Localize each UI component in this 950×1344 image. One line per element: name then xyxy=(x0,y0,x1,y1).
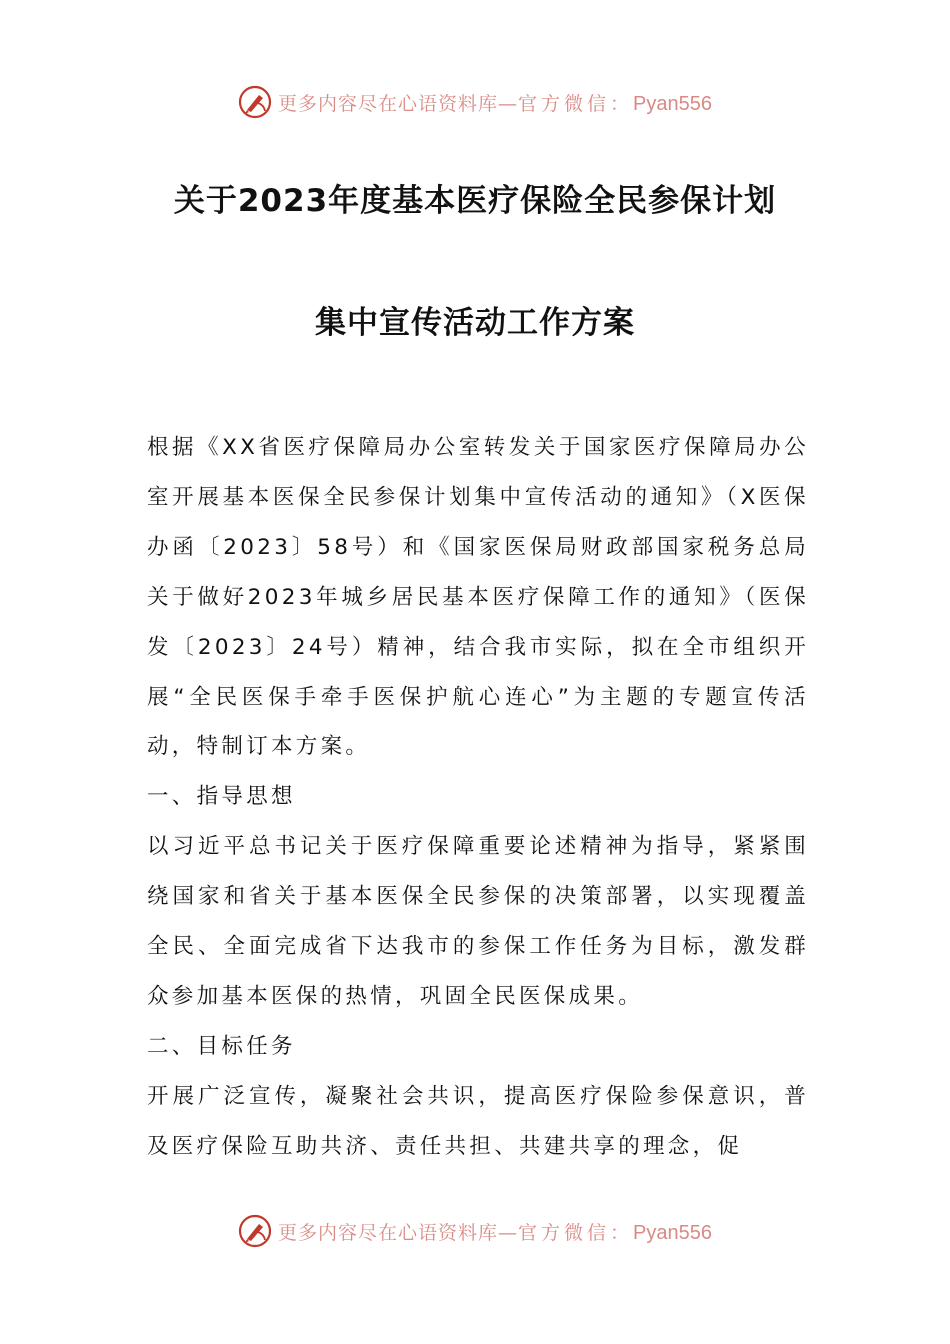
watermark-brand: 更多内容尽在心语资料库 xyxy=(278,92,499,115)
watermark-brand: 更多内容尽在心语资料库 xyxy=(278,1221,499,1244)
watermark-official-label: 官方微信： xyxy=(518,92,634,115)
document-title-line-2: 集中宣传活动工作方案 xyxy=(315,305,635,341)
intro-paragraph: 根据《XX省医疗保障局办公室转发关于国家医疗保障局办公室开展基本医保全民参保计划集中宣传活动的通知》（X医保办函〔2023〕58号）和《国家医保局财政部国家税务总局关于做好2023年城乡居民基本医疗保障工作的通知》（医保发〔2023〕24号）精神，结合我市实际，拟在全市组织开展“全民医保手牵手医保护航心连心”为主题的专题宣传活动，特制订本方案。 xyxy=(147,435,809,760)
watermark-separator: — xyxy=(498,92,519,115)
document-title-line-1: 关于2023年度基本医疗保险全民参保计划 xyxy=(173,183,777,219)
document-body xyxy=(147,423,809,1172)
watermark-wechat-id: Pyan556 xyxy=(633,1221,712,1244)
guiding-ideology-paragraph: 以习近平总书记关于医疗保障重要论述精神为指导，紧紧围绕国家和省关于基本医保全民参保的决策部署，以实现覆盖全民、全面完成省下达我市的参保工作任务为目标，激发群众参加基本医保的热情，巩固全民医保成果。 xyxy=(147,834,809,1009)
goals-paragraph: 开展广泛宣传，凝聚社会共识，提高医疗保险参保意识，普及医疗保险互助共济、责任共担、共建共享的理念，促 xyxy=(147,1083,809,1159)
watermark-text xyxy=(278,89,712,116)
watermark-footer xyxy=(0,1211,950,1251)
section-heading-guiding-ideology: 一、指导思想 xyxy=(147,784,296,810)
watermark-official-label: 官方微信： xyxy=(518,1221,634,1244)
watermark-text xyxy=(278,1218,712,1245)
watermark-wechat-id: Pyan556 xyxy=(633,92,712,115)
pen-nib-logo-icon xyxy=(238,1214,272,1248)
watermark-header xyxy=(0,82,950,122)
pen-nib-logo-icon xyxy=(238,85,272,119)
watermark-separator: — xyxy=(498,1221,519,1244)
section-heading-goals: 二、目标任务 xyxy=(147,1033,296,1059)
